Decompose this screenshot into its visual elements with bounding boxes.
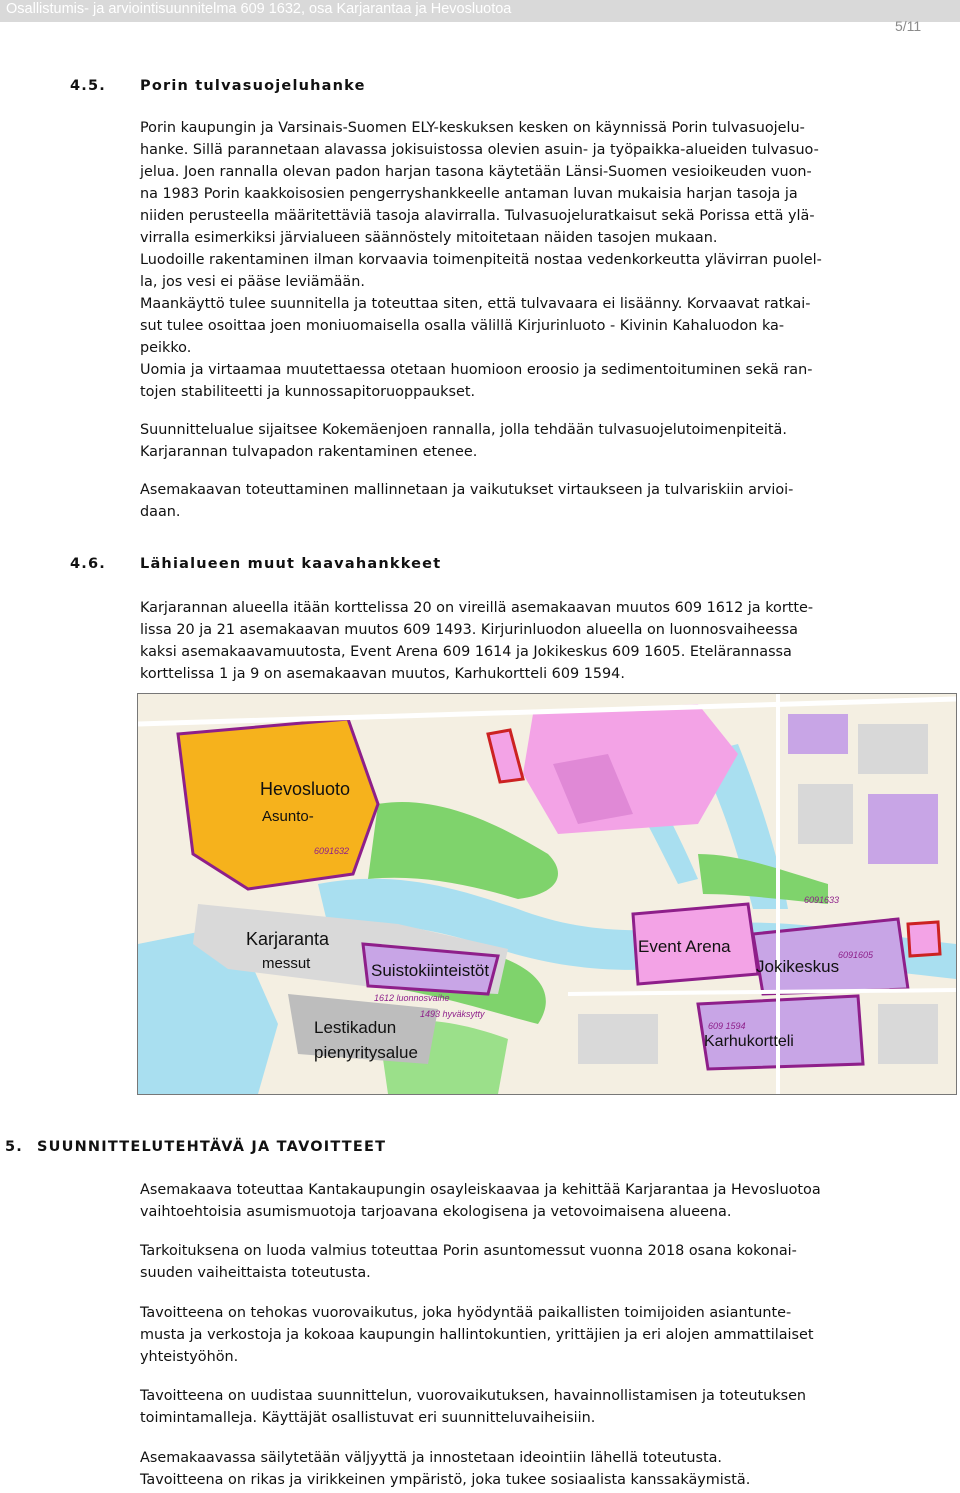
map-label: Event Arena [638, 937, 731, 956]
text-line: Asemakaavassa säilytetään väljyyttä ja innostetaan ideointiin lähellä toteutusta. [140, 1450, 722, 1466]
section-number: 4.5. [70, 78, 106, 94]
building-block [798, 784, 853, 844]
text-line: Tarkoituksena on luoda valmius toteuttaa Porin asuntomessut vuonna 2018 osana kokonai- [140, 1243, 797, 1259]
map-label: messut [262, 955, 311, 972]
map-label: 6091632 [314, 846, 350, 856]
text-line: yhteistyöhön. [140, 1349, 239, 1365]
text-line: suuden vaiheittaista toteutusta. [140, 1265, 371, 1281]
map-label: Hevosluoto [260, 779, 351, 799]
map-drawing [138, 694, 956, 1094]
text-line: tojen stabiliteetti ja kunnossapitoruoppaukset. [140, 384, 476, 400]
building-block [578, 1014, 658, 1064]
text-line: korttelissa 1 ja 9 on asemakaavan muutos, Karhukortteli 609 1594. [140, 666, 625, 682]
section-title: SUUNNITTELUTEHTÄVÄ JA TAVOITTEET [37, 1139, 387, 1155]
text-line: hanke. Sillä parannetaan alavassa jokisuistossa olevien asuin- ja työpaikka-alueiden tulvasuo- [140, 142, 819, 158]
map-label: pienyritysalue [314, 1043, 418, 1062]
text-line: Karjarannan tulvapadon rakentaminen etenee. [140, 444, 478, 460]
text-line: Uomia ja virtaamaa muutettaessa otetaan huomioon eroosio ja sedimentoituminen sekä ran- [140, 362, 813, 378]
commercial-block [868, 794, 938, 864]
text-line: Porin kaupungin ja Varsinais-Suomen ELY-keskuksen kesken on käynnissä Porin tulvasuojelu- [140, 120, 805, 136]
text-line: musta ja verkostoja ja kokoaa kaupungin hallintokuntien, yrittäjien ja eri alojen ammattilaiset [140, 1327, 814, 1343]
text-line: jelua. Joen rannalla olevan padon harjan tasona käytetään Länsi-Suomen vesioikeuden vuon- [140, 164, 812, 180]
text-line: Karjarannan alueella itään korttelissa 20 on vireillä asemakaavan muutos 609 1612 ja kortte- [140, 600, 814, 616]
page-number: 5/11 [895, 18, 922, 34]
map-label: Lestikadun [314, 1018, 397, 1037]
section-title: Lähialueen muut kaavahankkeet [140, 556, 442, 572]
map-label: Suistokiinteistöt [371, 961, 490, 980]
text-line: niiden perusteella määritettäviä tasoja alavirralla. Tulvasuojeluratkaisut sekä Porissa että ylä- [140, 208, 815, 224]
red-outlined-area [908, 922, 940, 956]
text-line: lissa 20 ja 21 asemakaavan muutos 609 1493. Kirjurinluodon alueella on luonnosvaiheessa [140, 622, 798, 638]
section-number: 4.6. [70, 556, 106, 572]
zoning-map [137, 693, 957, 1095]
section-title: Porin tulvasuojeluhanke [140, 78, 366, 94]
section-number: 5. [5, 1139, 23, 1155]
text-line: Tavoitteena on tehokas vuorovaikutus, joka hyödyntää paikallisten toimijoiden asiantunte- [140, 1305, 792, 1321]
text-line: Asemakaavan toteuttaminen mallinnetaan ja vaikutukset virtaukseen ja tulvariskiin arvioi- [140, 482, 794, 498]
map-label: Asunto- [262, 808, 314, 825]
text-line: sut tulee osoittaa joen moniuomaisella osalla välillä Kirjurinluoto - Kivinin Kahaluodon ka- [140, 318, 785, 334]
text-line: daan. [140, 504, 181, 520]
map-label: 1493 hyväksytty [420, 1009, 485, 1019]
text-line: toimintamalleja. Käyttäjät osallistuvat eri suunnitteluvaiheisiin. [140, 1410, 596, 1426]
text-line: vaihtoehtoisia asumismuotoja tarjoavana ekologisena ja vetovoimaisena alueena. [140, 1204, 732, 1220]
map-label: 6091605 [838, 950, 874, 960]
text-line: Suunnittelualue sijaitsee Kokemäenjoen rannalla, jolla tehdään tulvasuojelutoimenpiteitä. [140, 422, 787, 438]
text-line: kaksi asemakaavamuutosta, Event Arena 609 1614 ja Jokikeskus 609 1605. Etelärannassa [140, 644, 792, 660]
text-line: Asemakaava toteuttaa Kantakaupungin osayleiskaavaa ja kehittää Karjarantaa ja Hevosluotoa [140, 1182, 821, 1198]
text-line: Luodoille rakentaminen ilman korvaavia toimenpiteitä nostaa vedenkorkeutta ylävirran puolel- [140, 252, 822, 268]
map-label: 609 1594 [708, 1021, 746, 1031]
text-line: la, jos vesi ei pääse leviämään. [140, 274, 365, 290]
running-header [0, 0, 960, 22]
text-line: na 1983 Porin kaakkoisosien pengerryshankkeelle antaman luvan mukaisia harjan tasoja ja [140, 186, 798, 202]
building-block [858, 724, 928, 774]
map-label: 1612 luonnosvaihe [374, 993, 450, 1003]
map-label: 6091633 [804, 895, 840, 905]
running-title: Osallistumis- ja arviointisuunnitelma 609 1632, osa Karjarantaa ja Hevosluotoa [6, 1, 512, 17]
map-label: Jokikeskus [756, 957, 840, 976]
map-label: Karhukortteli [704, 1033, 794, 1050]
commercial-block [788, 714, 848, 754]
text-line: Maankäyttö tulee suunnitella ja toteuttaa siten, että tulvavaara ei lisäänny. Korvaavat ratkai- [140, 296, 811, 312]
text-line: Tavoitteena on rikas ja virikkeinen ympäristö, joka tukee sosiaalista kanssakäymistä. [140, 1472, 751, 1488]
building-block [878, 1004, 938, 1064]
map-label: Karjaranta [246, 929, 330, 949]
text-line: virralla esimerkiksi järvialueen säännöstely mitoitetaan näiden tasojen mukaan. [140, 230, 718, 246]
text-line: peikko. [140, 340, 192, 356]
text-line: Tavoitteena on uudistaa suunnittelun, vuorovaikutuksen, havainnollistamisen ja toteutuksen [140, 1388, 807, 1404]
